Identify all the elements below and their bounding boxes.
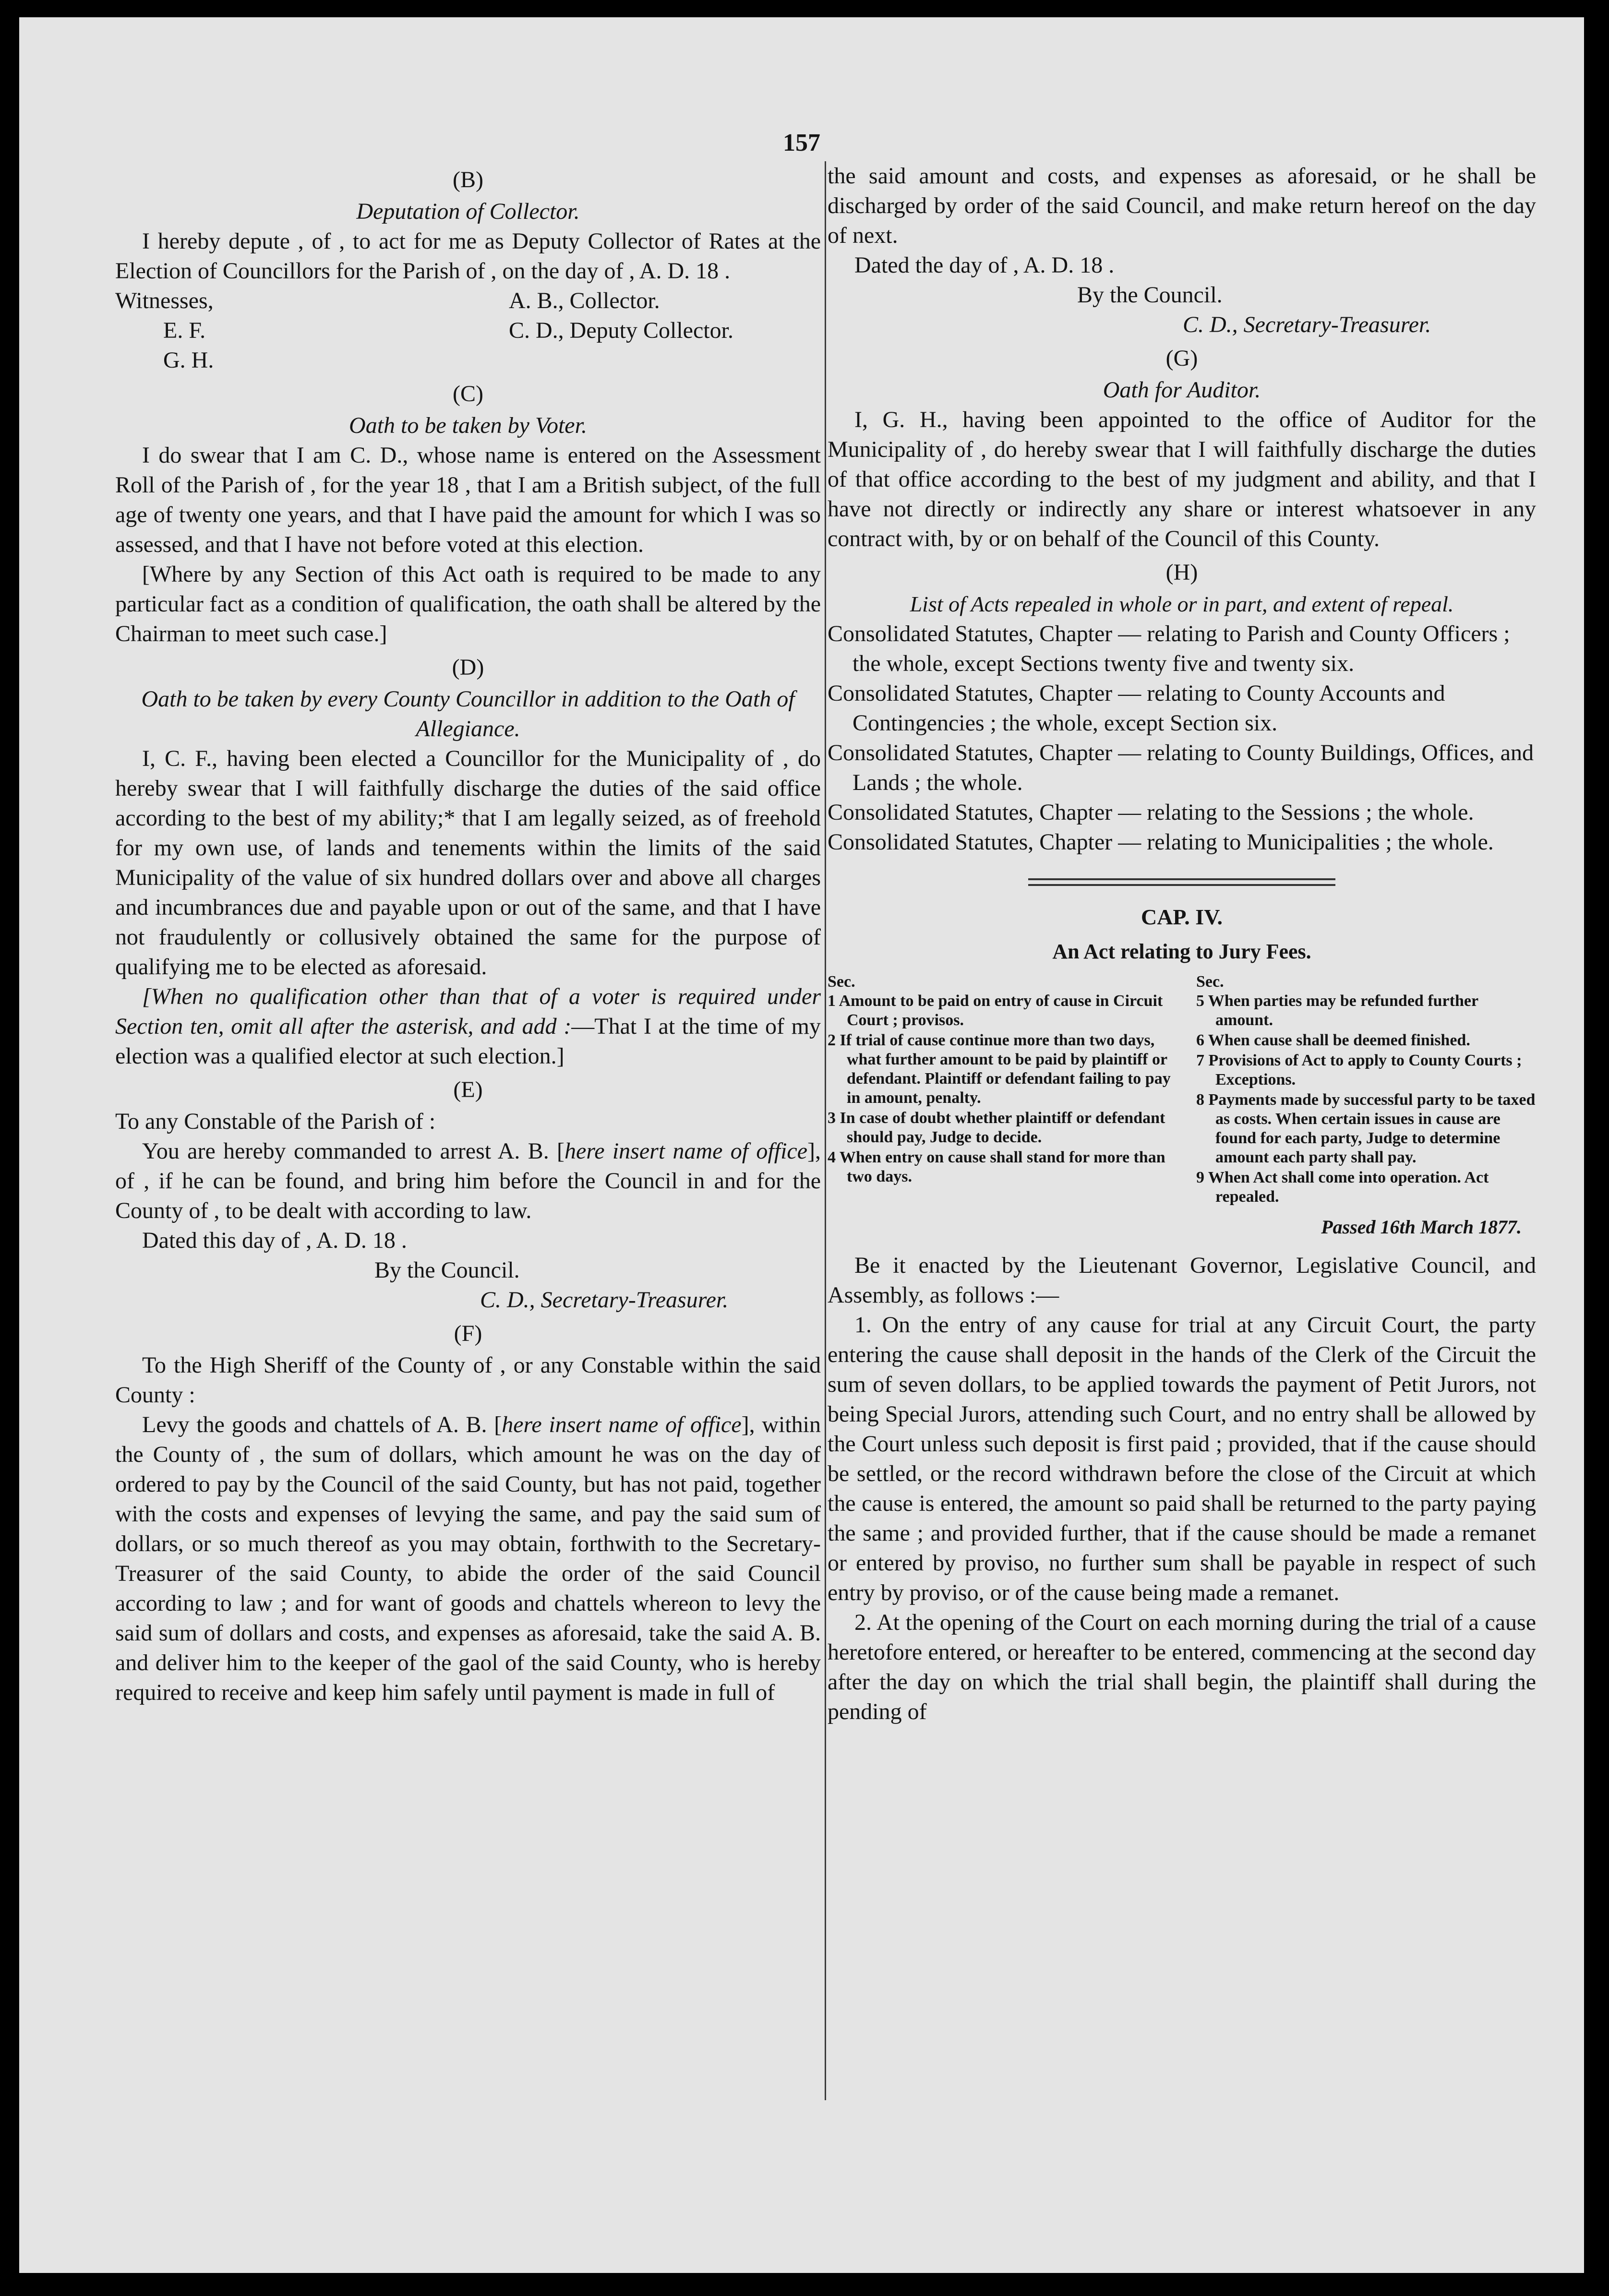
right-column [828, 161, 1536, 1727]
section-summary-item: 5 When parties may be refunded further amount. [1196, 992, 1478, 1029]
witnesses-label: Witnesses, [115, 288, 214, 313]
section-summary-item: 1 Amount to be paid on entry of cause in Circuit Court ; provisos. [828, 992, 1163, 1029]
section-summary-right [1182, 972, 1536, 1208]
collector-signature: A. B., Collector. [509, 288, 660, 313]
left-column [115, 161, 821, 1708]
form-d-label: (D) [452, 655, 484, 680]
repeal-item: Consolidated Statutes, Chapter — relating to County Buildings, Offices, and Lands ; the whole. [828, 740, 1534, 795]
form-e-by-council: By the Council. [374, 1257, 520, 1283]
page-number: 157 [783, 129, 820, 156]
form-b-witness-row [115, 286, 821, 316]
form-b-title: Deputation of Collector. [356, 199, 580, 224]
page [19, 17, 1584, 2273]
form-e-body-italic: here insert name of office [564, 1138, 808, 1164]
section-summary-item: 3 In case of doubt whether plaintiff or defendant should pay, Judge to decide. [828, 1109, 1165, 1146]
form-f-body-a: Levy the goods and chattels of A. B. [ [142, 1412, 502, 1437]
form-h-title: List of Acts repealed in whole or in part, and extent of repeal. [910, 592, 1454, 616]
form-g-title: Oath for Auditor. [1103, 377, 1261, 403]
chapter-title: CAP. IV. [1141, 905, 1223, 929]
form-f-by-council: By the Council. [1077, 282, 1223, 308]
witness-gh: G. H. [163, 347, 214, 373]
passed-date: Passed 16th March 1877. [1321, 1216, 1522, 1238]
form-c-note: [Where by any Section of this Act oath is required to be made to any particular fact as a condition of qualification, the oath shall be altered by the Chairman to meet such case.] [115, 562, 821, 646]
form-e-signature-text: C. D., Secretary-Treasurer. [480, 1287, 729, 1313]
form-f-signature-text: C. D., Secretary-Treasurer. [1183, 312, 1431, 337]
double-rule-divider [1028, 878, 1335, 886]
form-f-body [115, 1410, 821, 1708]
form-b-witness-row-2 [115, 316, 821, 346]
section-summary-item: 2 If trial of cause continue more than two days, what further amount to be paid by plaintiff or defendant. Plaintiff or defendant failing to pay in amount, penalty. [828, 1031, 1171, 1107]
form-e-body-a: You are hereby commanded to arrest A. B. [ [142, 1138, 565, 1164]
section-2: 2. At the opening of the Court on each morning during the trial of a cause heretofore entered, or hereafter to be entered, commencing at the second day after the day on which the trial shall begin, the plaintiff shall during the pending of [828, 1610, 1536, 1724]
form-c-body: I do swear that I am C. D., whose name is entered on the Assessment Roll of the Parish of , for the year 18 , that I am a British subject, of the full age of twenty one years, and that I have paid the amount for which I was so assessed, and that I have not before voted at this election. [115, 442, 821, 557]
form-d-note [115, 982, 821, 1071]
repeal-item: Consolidated Statutes, Chapter — relating to County Accounts and Contingencies ; the whole, except Section six. [828, 681, 1445, 736]
form-f-body-italic: here insert name of office [502, 1412, 742, 1437]
form-e-label: (E) [453, 1077, 483, 1102]
section-summary-item: 8 Payments made by successful party to be taxed as costs. When certain issues in cause are found for each party, Judge to determine amount each party shall pay. [1196, 1091, 1536, 1166]
sec-heading: Sec. [1196, 973, 1224, 991]
form-e-dated: Dated this day of , A. D. 18 . [142, 1228, 407, 1253]
form-f-signature [828, 310, 1536, 340]
form-c-label: (C) [453, 381, 483, 407]
repeal-item: Consolidated Statutes, Chapter — relating to Parish and County Officers ; the whole, except Sections twenty five and twenty six. [828, 621, 1510, 676]
form-f-continued: the said amount and costs, and expenses as aforesaid, or he shall be discharged by order of the said Council, and make return hereof on the day of next. [828, 163, 1536, 248]
act-title: An Act relating to Jury Fees. [1052, 940, 1311, 963]
deputy-signature: C. D., Deputy Collector. [509, 318, 733, 343]
form-d-body: I, C. F., having been elected a Councillor for the Municipality of , do hereby swear that I will faithfully discharge the duties of the said office according to the best of my ability;* that I am legally seized, as of freehold for my own use, of lands and tenements within the limits of the said Municipality of the value of six hundred dollars over and above all charges and incumbrances due and payable upon or out of the same, and that I have not fraudulently or collusively obtained the same for the purpose of qualifying me to be elected as aforesaid. [115, 746, 821, 980]
form-f-dated: Dated the day of , A. D. 18 . [854, 252, 1115, 278]
repeal-item: Consolidated Statutes, Chapter — relating to Municipalities ; the whole. [828, 829, 1494, 855]
section-1: 1. On the entry of any cause for trial at any Circuit Court, the party entering the cause shall deposit in the hands of the Clerk of the Circuit the sum of seven dollars, to be applied towards the payment of Petit Jurors, not being Special Jurors, attending such Court, and no entry shall be allowed by the Court unless such deposit is first paid ; provided, that if the cause should be settled, or the record withdrawn before the close of the Circuit at which the cause is entered, the amount so paid shall be returned to the party paying the same ; and provided further, that if the cause should be made a remanet or entered by proviso, no further sum shall be payable in respect of such entry by proviso, or of the cause being made a remanet. [828, 1312, 1536, 1605]
enacting-clause: Be it enacted by the Lieutenant Governor, Legislative Council, and Assembly, as follows :— [828, 1253, 1536, 1308]
section-summary-item: 7 Provisions of Act to apply to County Courts ; Exceptions. [1196, 1052, 1522, 1088]
form-e-body-b: ], of , if he can be found, and bring him before the Council in and for the County of , to be dealt with according to law. [115, 1138, 821, 1223]
repeal-item: Consolidated Statutes, Chapter — relating to the Sessions ; the whole. [828, 800, 1474, 825]
form-d-title: Oath to be taken by every County Councillor in addition to the Oath of Allegiance. [141, 686, 795, 741]
section-summary-item: 9 When Act shall come into operation. Act repealed. [1196, 1169, 1489, 1206]
form-b-label: (B) [453, 167, 483, 192]
form-g-body: I, G. H., having been appointed to the office of Auditor for the Municipality of , do hereby swear that I will faithfully discharge the duties of that office according to the best of my judgment and ability, and that I have not directly or indirectly any share or interest whatsoever in any contract with, by or on behalf of the Council of this County. [828, 407, 1536, 551]
section-summary-item: 6 When cause shall be deemed finished. [1196, 1031, 1470, 1049]
form-d-note-roman: —That I at the time of my election was a qualified elector at such election.] [115, 1014, 821, 1069]
form-h-label: (H) [1165, 560, 1198, 585]
witness-ef: E. F. [163, 318, 206, 343]
form-f-label: (F) [454, 1321, 482, 1346]
section-summary-left [828, 972, 1182, 1208]
sec-heading: Sec. [828, 973, 855, 991]
form-e-body [115, 1136, 821, 1226]
form-e-signature [115, 1285, 821, 1315]
form-b-body: I hereby depute , of , to act for me as Deputy Collector of Rates at the Election of Councillors for the Parish of , on the day of , A. D. 18 . [115, 228, 821, 284]
form-f-address: To the High Sheriff of the County of , or any Constable within the said County : [115, 1352, 821, 1408]
form-e-address: To any Constable of the Parish of : [115, 1109, 436, 1134]
form-c-title: Oath to be taken by Voter. [349, 413, 587, 438]
form-d-note-italic: [When no qualification other than that of a voter is required under Section ten, omit all after the asterisk, and add : [115, 984, 821, 1039]
section-summary-item: 4 When entry on cause shall stand for more than two days. [828, 1148, 1165, 1185]
section-summary [828, 972, 1536, 1208]
form-g-label: (G) [1165, 346, 1198, 371]
form-f-body-b: ], within the County of , the sum of dollars, which amount he was on the day of ordered to pay by the Council of the said County, but has not paid, together with the costs and expenses of levying the same, and pay the said sum of dollars, or so much thereof as you may obtain, forthwith to the Secretary-Treasurer of the said County, to abide the order of the said Council according to law ; and for want of goods and chattels whereon to levy the said sum of dollars and costs, and expenses as aforesaid, take the said A. B. and deliver him to the keeper of the gaol of the said County, who is hereby required to receive and keep him safely until payment is made in full of [115, 1412, 821, 1705]
column-divider [825, 161, 826, 2100]
